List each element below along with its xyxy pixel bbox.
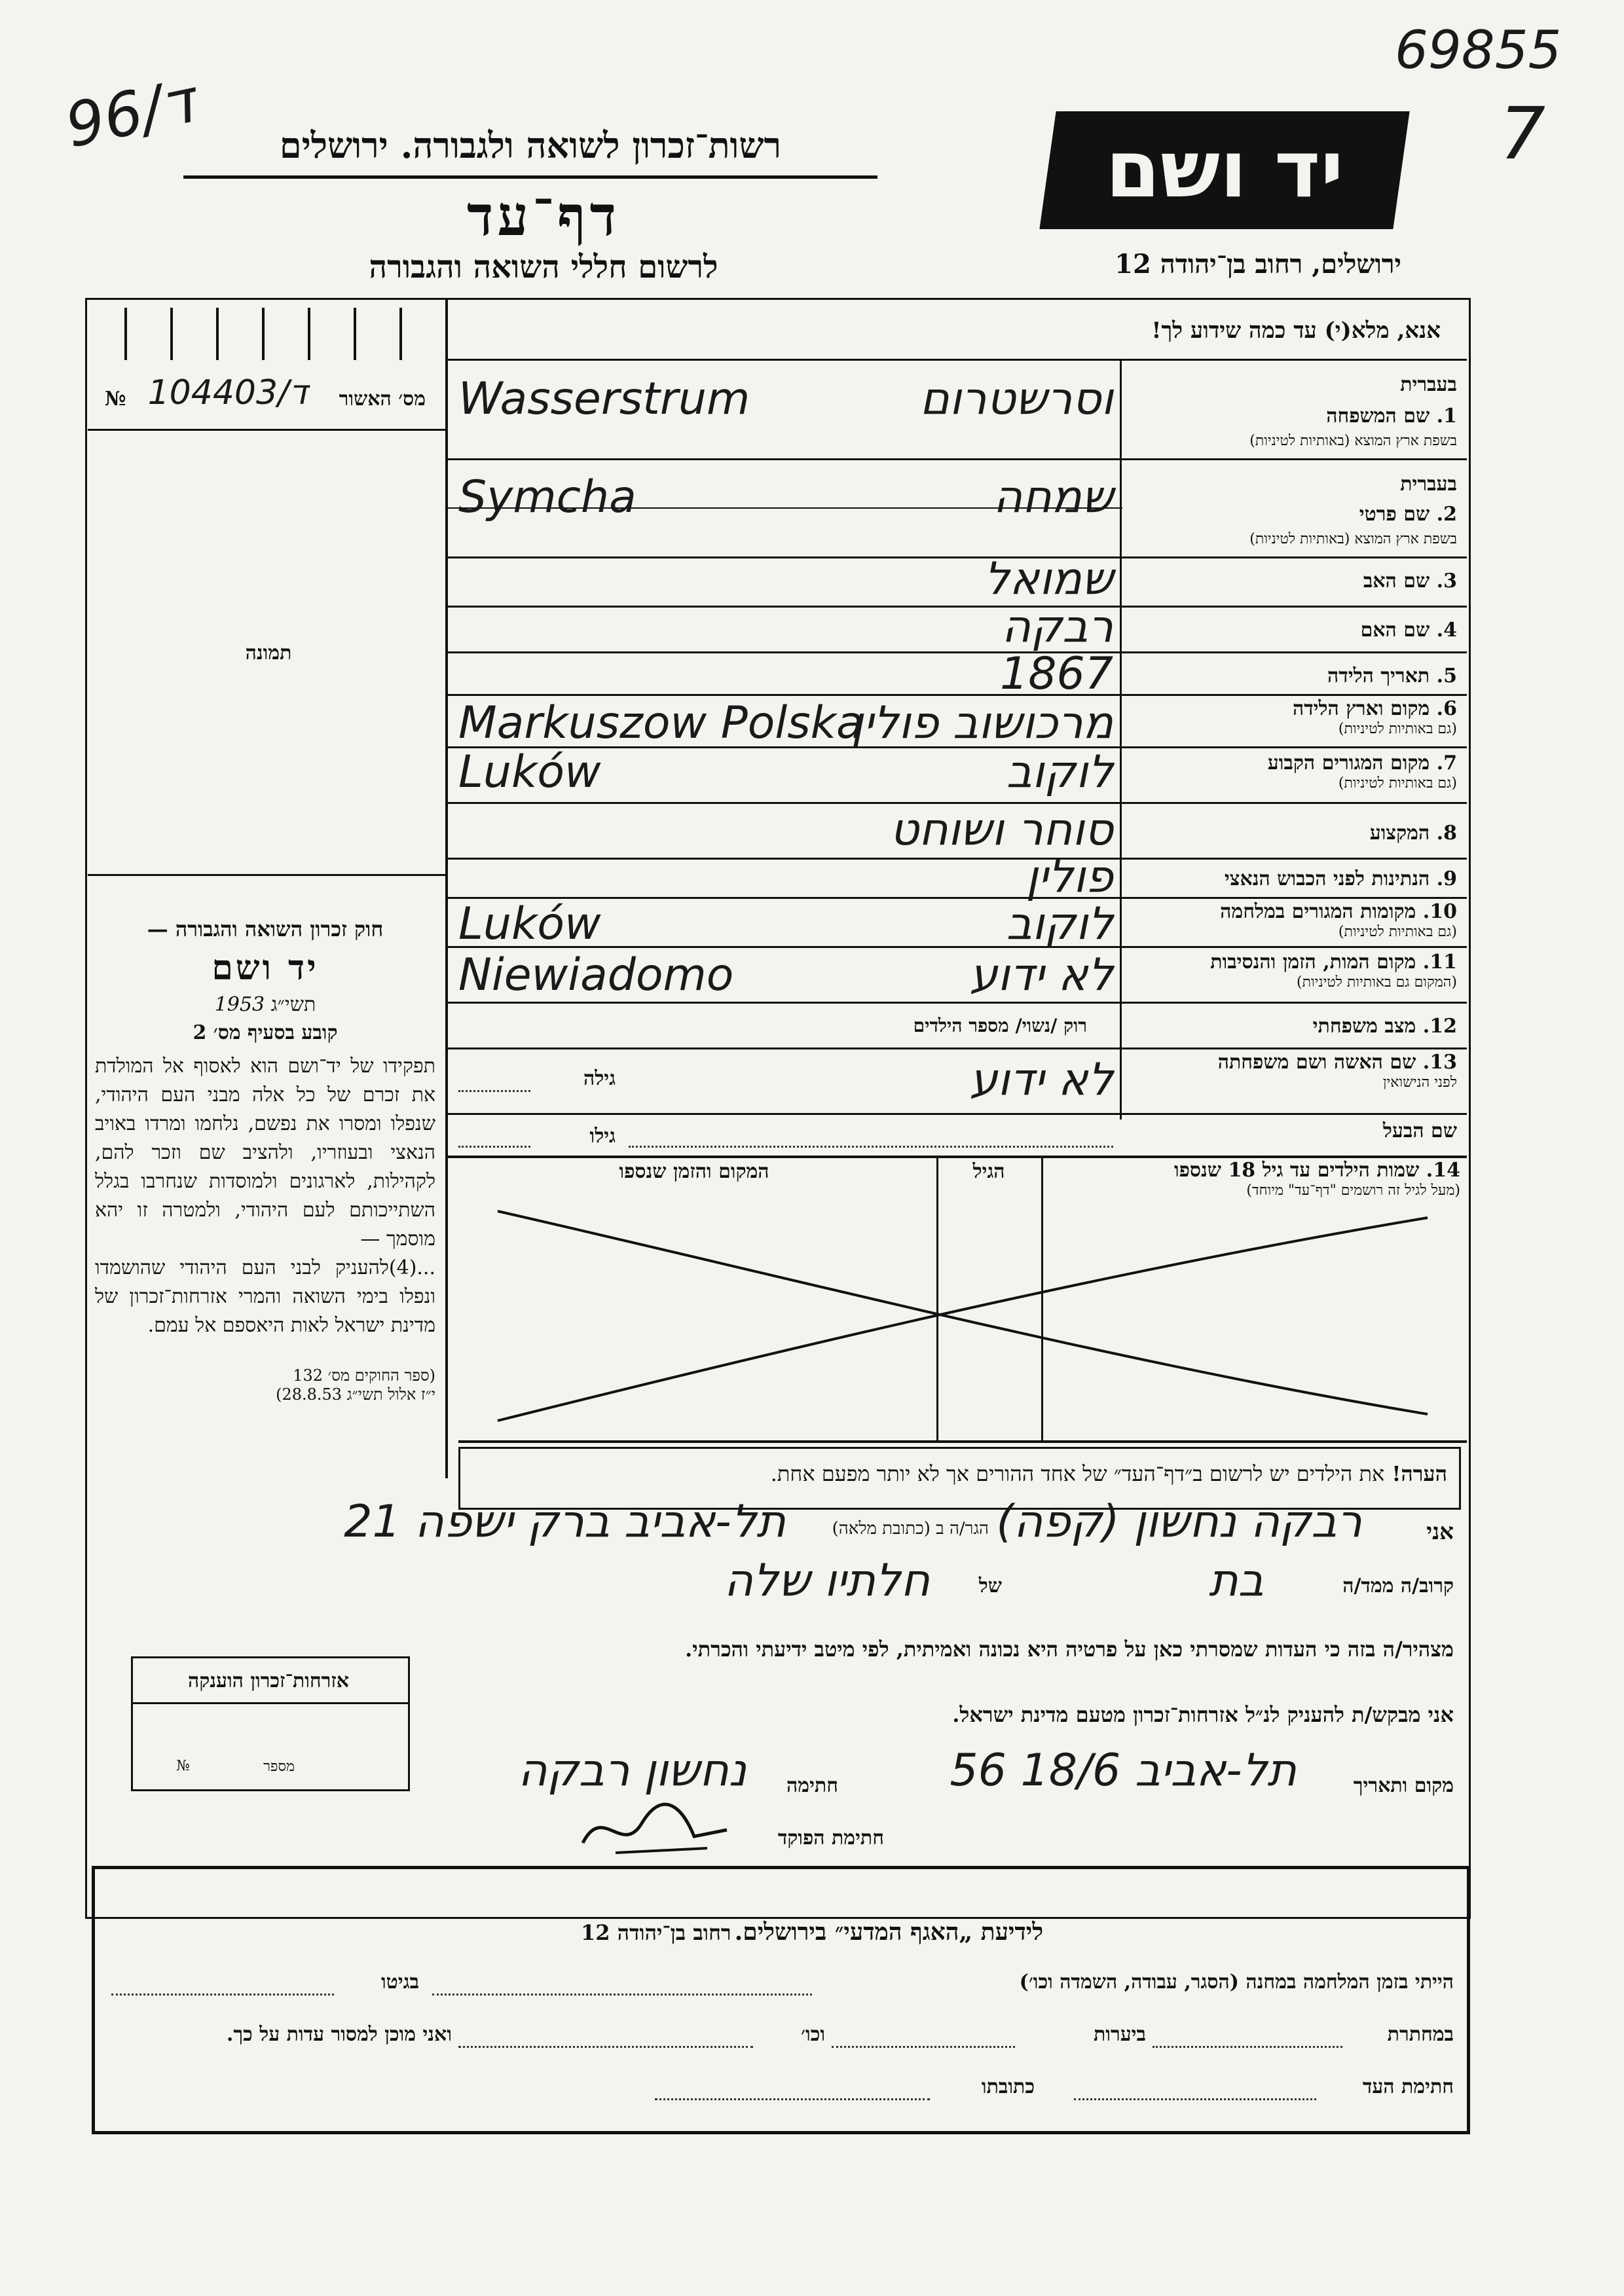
field-1-num: 1. — [1436, 405, 1457, 428]
children-crossed-out — [458, 1198, 1467, 1440]
field-8-num: 8. — [1436, 822, 1457, 845]
bottom-line1-a: הייתי בזמן המלחמה במחנה (הסגר, עבודה, השמדה וכו׳) — [1019, 1971, 1454, 1994]
bottom-title: לידיעת „האגף המדעי״ בירושלים. — [734, 1918, 1044, 1946]
of-label: של — [978, 1575, 1002, 1597]
law-body: תפקידו של יד־ושם הוא לאסוף אל המולדת את זכרם של כל אלה מבני העם היהודי, שנפלו ומסרו את נפשם, נלחמו ומרדו באויב הנאצי ובעוזריו, ולהציב שם וזכר להם, לקהילות, לארגונים ולמוסדות שנחרבו בגלל השתייכותם לעם היהודי, ולמטרה זו יהא מוסמך — — [95, 1055, 435, 1250]
field-7 — [1123, 752, 1457, 792]
wife-age-label: גילה — [583, 1067, 616, 1090]
value-death-place-he: לא ידוע — [969, 949, 1113, 1001]
children-place-col: המקום והזמן שנספו — [619, 1160, 769, 1183]
citizenship-title: אזרחות־זכרון הוענקה — [187, 1669, 350, 1692]
value-death-place-latin: Niewiadomo — [458, 949, 734, 1001]
children-age-col: הגיל — [972, 1160, 1005, 1183]
bottom-line2-c: וכו׳ — [801, 2023, 825, 2046]
field-1-label: שם המשפחה — [1326, 405, 1430, 428]
law-year-heb: תשי״ג — [270, 993, 316, 1016]
field-9-num: 9. — [1436, 867, 1457, 890]
approval-value: ד/104403 — [147, 373, 308, 412]
note-text: את הילדים יש לרשום ב״דף־העד״ של אחד ההורים אך לא יותר מפעם אחת. — [770, 1461, 1385, 1486]
children-label: שמות הילדים עד גיל 18 שנספו — [1173, 1159, 1420, 1182]
officer-signature — [576, 1791, 733, 1863]
field-11 — [1123, 951, 1457, 991]
declaration-text: מצהיר/ה בזה כי העדות שמסרתי כאן על פרטיה היא נכונה ואמיתית, לפי מיטב ידיעתי והכרתי. — [685, 1637, 1454, 1662]
authority-name: רשות־זכרון לשואה ולגבורה. ירושלים — [279, 124, 782, 166]
value-residence-he: לוקוב — [1006, 746, 1113, 798]
law-year: 1953 — [214, 993, 265, 1016]
field-1 — [1123, 367, 1457, 458]
field-6 — [1123, 697, 1457, 737]
law-ref-2: י״ז אלול תשי״ג 28.8.53) — [276, 1385, 435, 1404]
bottom-title-row — [393, 1918, 1231, 1946]
field-9 — [1123, 867, 1457, 890]
value-father: שמואל — [984, 553, 1113, 605]
field-7-sub: (גם באותיות לטיניות) — [1338, 775, 1457, 792]
field-6-sub: (גם באותיות לטיניות) — [1338, 721, 1457, 737]
citizenship-number-label: מספר — [263, 1758, 295, 1775]
bottom-box — [92, 1866, 1470, 2134]
declarant-address: תל-אביב ברק ישפה 21 — [344, 1496, 786, 1548]
field-10-label: מקומות המגורים במלחמה — [1220, 900, 1416, 923]
field-11-sub: (המקום גם באותיות לטיניות) — [1297, 974, 1457, 991]
yad-vashem-logo — [1039, 111, 1409, 229]
bottom-line3-a: חתימת העד — [1362, 2075, 1454, 2098]
field-10-sub: (גם באותיות לטיניות) — [1338, 924, 1457, 940]
field-6-label: מקום וארץ הלידה — [1292, 697, 1430, 720]
husband-label: שם הבעל — [1382, 1120, 1457, 1142]
signature-value: נחשון רבקה — [518, 1745, 747, 1796]
bottom-line2-b: ביערות — [1093, 2023, 1146, 2046]
approval-no-sign: № — [105, 388, 126, 410]
signature-label: חתימה — [786, 1774, 838, 1797]
bottom-line2-a: במחתרת — [1387, 2023, 1454, 2046]
field-12-num: 12. — [1422, 1015, 1457, 1038]
field-1-sub: בשפת ארץ המוצא (באותיות לטיניות) — [1249, 433, 1457, 449]
marital-options: רוק /נשוי/ מספר הילדים — [913, 1015, 1087, 1036]
field-10 — [1123, 900, 1457, 940]
field-2-num: 2. — [1436, 503, 1457, 526]
logo-text: יד ושם — [1105, 124, 1344, 215]
field-4 — [1123, 619, 1457, 642]
field-4-label: שם האם — [1360, 619, 1430, 642]
law-title: חוק זכרון השואה והגבורה — — [147, 917, 384, 941]
field-2-tag: בעברית — [1400, 473, 1457, 496]
field-13-sub: לפני הנישואין — [1382, 1074, 1457, 1091]
form-subtitle: לרשום חללי השואה והגבורה — [369, 249, 718, 285]
law-block — [95, 917, 435, 1404]
margin-note-number: 69855 — [1395, 20, 1562, 81]
field-11-label: מקום המות, הזמן והנסיבות — [1210, 951, 1416, 974]
husband-age-label: גילו — [589, 1125, 616, 1148]
field-9-label: הנתינות לפני הכבוש הנאצי — [1224, 867, 1430, 890]
field-5-num: 5. — [1436, 665, 1457, 687]
place-date-value: תל-אביב 18/6 56 — [950, 1745, 1297, 1796]
field-6-num: 6. — [1436, 697, 1457, 720]
bottom-address: רחוב בן־יהודה 12 — [580, 1920, 731, 1945]
field-8 — [1123, 822, 1457, 845]
declarant-address-label: הגר/ה ב (כתובת מלאה) — [832, 1519, 989, 1539]
declarant-ani: אני — [1426, 1519, 1454, 1545]
field-10-num: 10. — [1422, 900, 1457, 923]
law-ref: (ספר החוקים מס׳ 132 — [293, 1366, 435, 1385]
field-12-label: מצב משפחתי — [1312, 1015, 1416, 1038]
value-surname-latin: Wasserstrum — [458, 373, 750, 425]
header-address: ירושלים, רחוב בן־יהודה 12 — [1115, 249, 1401, 280]
children-sub: (מעל לגיל זה רושמים "דף־עד" מיוחד) — [1246, 1182, 1460, 1199]
field-11-num: 11. — [1422, 951, 1457, 974]
field-7-num: 7. — [1436, 752, 1457, 774]
officer-label: חתימת הפוקד — [777, 1827, 884, 1850]
form-title: דף־עד — [466, 183, 620, 248]
value-nationality: פולין — [1025, 851, 1113, 903]
field-5 — [1123, 665, 1457, 687]
value-surname-he: וסרשטרום — [919, 373, 1113, 425]
note — [471, 1461, 1447, 1486]
field-13-label: שם האשה ושם משפחתה — [1217, 1051, 1416, 1074]
field-2-sub: בשפת ארץ המוצא (באותיות לטיניות) — [1249, 531, 1457, 547]
value-profession: סוחר ושוחט — [890, 804, 1113, 856]
margin-note-digit: 7 — [1500, 92, 1545, 175]
intro-text: אנא, מלא(י) עד כמה שידוע לך! — [1151, 318, 1441, 344]
value-wartime-residence-latin: Luków — [458, 898, 601, 950]
field-1-tag: בעברית — [1400, 373, 1457, 396]
place-date-label: מקום ותאריך — [1353, 1774, 1454, 1797]
law-clause: קובע בסעיף מס׳ 2 — [193, 1021, 338, 1044]
field-12 — [1123, 1015, 1457, 1038]
law-body-2: ...(4)להעניק לבני העם היהודי שהושמדו ונפלו בימי השואה והמרי אזרחות־זכרון של מדינת ישראל לאות היאספם אל עמם. — [95, 1256, 435, 1337]
children-num: 14. — [1426, 1159, 1460, 1182]
bottom-line1-b: בגיטו — [380, 1971, 419, 1994]
citizenship-no-sign: № — [176, 1758, 190, 1774]
field-3-label: שם האב — [1363, 570, 1430, 592]
value-wartime-residence-he: לוקוב — [1006, 898, 1113, 950]
children-header — [1048, 1159, 1460, 1199]
value-birthplace-he: מרכושוב פולין — [851, 697, 1113, 749]
value-firstname-he: שמחה — [993, 471, 1113, 523]
field-3 — [1123, 570, 1457, 592]
field-13 — [1123, 1051, 1457, 1091]
request-text: אני מבקש/ת להעניק לנ״ל אזרחות־זכרון מטעם מדינת ישראל. — [952, 1702, 1454, 1727]
of-value: חלתיו שלה — [724, 1555, 930, 1607]
value-birthdate: 1867 — [999, 648, 1113, 700]
relation-value: בת — [1208, 1555, 1264, 1607]
value-mother: רבקה — [1001, 601, 1113, 653]
bottom-line3-b: כתובתו — [981, 2075, 1035, 2098]
value-firstname-latin: Symcha — [458, 471, 637, 523]
field-8-label: המקצוע — [1369, 822, 1430, 845]
value-birthplace-latin: Markuszow Polska — [458, 697, 864, 749]
field-5-label: תאריך הלידה — [1327, 665, 1430, 687]
field-2-label: שם פרטי — [1359, 503, 1430, 526]
law-name: יד ושם — [212, 948, 319, 988]
relation-label: קרוב/ה ממד/ה — [1342, 1575, 1454, 1597]
approval-number — [98, 373, 439, 419]
margin-note-left: 96/ד — [60, 65, 202, 162]
field-2 — [1123, 465, 1457, 556]
approval-label: מס׳ האשור — [339, 388, 426, 410]
field-13-num: 13. — [1422, 1051, 1457, 1074]
bottom-line2-d: ואני מוכן למסור עדות על כך. — [226, 2023, 452, 2046]
value-residence-latin: Luków — [458, 746, 601, 798]
value-wife-name: לא ידוע — [969, 1054, 1113, 1106]
field-3-num: 3. — [1436, 570, 1457, 592]
field-4-num: 4. — [1436, 619, 1457, 642]
field-7-label: מקום המגורים הקבוע — [1267, 752, 1430, 774]
declarant-name: רבקה נחשון (קפה) — [996, 1496, 1362, 1548]
photo-label: תמונה — [245, 642, 292, 665]
note-label: הערה! — [1392, 1461, 1447, 1486]
